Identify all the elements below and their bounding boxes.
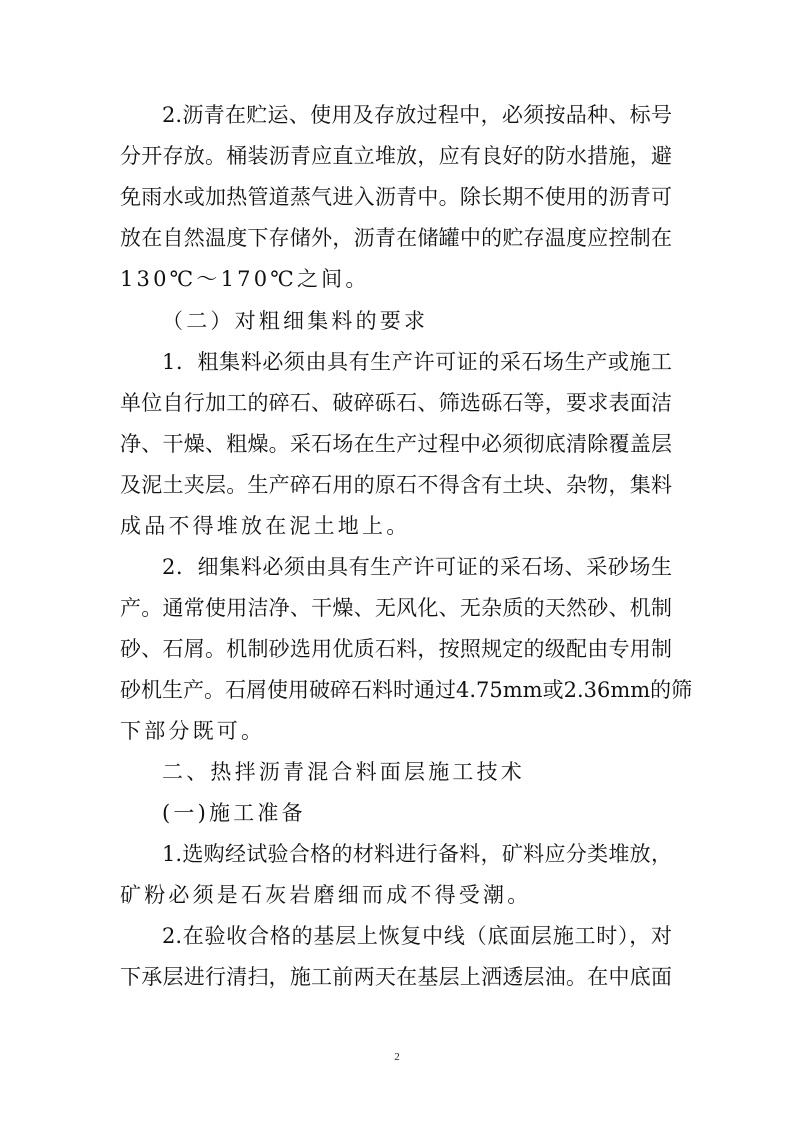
- text-line: 砂机生产。石屑使用破碎石料时通过4.75mm或2.36mm的筛: [120, 678, 693, 702]
- text-line: 及泥土夹层。生产碎石用的原石不得含有土块、杂物，集料: [120, 473, 672, 497]
- text-line: 2.沥青在贮运、使用及存放过程中，必须按品种、标号: [162, 103, 672, 127]
- section-heading: （二）对粗细集料的要求: [162, 309, 429, 333]
- text-line: 免雨水或加热管道蒸气进入沥青中。除长期不使用的沥青可: [120, 185, 672, 209]
- text-line: 下承层进行清扫，施工前两天在基层上洒透层油。在中底面: [120, 965, 672, 989]
- text-line: 矿粉必须是石灰岩磨细而成不得受潮。: [120, 883, 532, 907]
- text-line: 1．粗集料必须由具有生产许可证的采石场生产或施工: [162, 350, 672, 374]
- text-line: 分开存放。桶装沥青应直立堆放，应有良好的防水措施，避: [120, 144, 672, 168]
- text-line: 2．细集料必须由具有生产许可证的采石场、采砂场生: [162, 555, 672, 579]
- text-line: 下部分既可。: [120, 719, 266, 743]
- text-line: 成品不得堆放在泥土地上。: [120, 514, 411, 538]
- section-heading: 二、热拌沥青混合料面层施工技术: [162, 760, 525, 784]
- text-line: 1.选购经试验合格的材料进行备料，矿料应分类堆放，: [162, 842, 672, 866]
- text-line: 130℃～170℃之间。: [120, 267, 370, 291]
- text-line: 放在自然温度下存储外，沥青在储罐中的贮存温度应控制在: [120, 226, 672, 250]
- text-line: 产。通常使用洁净、干燥、无风化、无杂质的天然砂、机制: [120, 596, 672, 620]
- text-line: 净、干燥、粗燥。采石场在生产过程中必须彻底清除覆盖层: [120, 432, 672, 456]
- text-line: 2.在验收合格的基层上恢复中线（底面层施工时），对: [162, 924, 672, 948]
- subsection-heading: (一)施工准备: [162, 801, 306, 825]
- text-line: 单位自行加工的碎石、破碎砾石、筛选砾石等，要求表面洁: [120, 391, 672, 415]
- page-number: 2: [394, 1051, 400, 1063]
- text-line: 砂、石屑。机制砂选用优质石料，按照规定的级配由专用制: [120, 637, 672, 661]
